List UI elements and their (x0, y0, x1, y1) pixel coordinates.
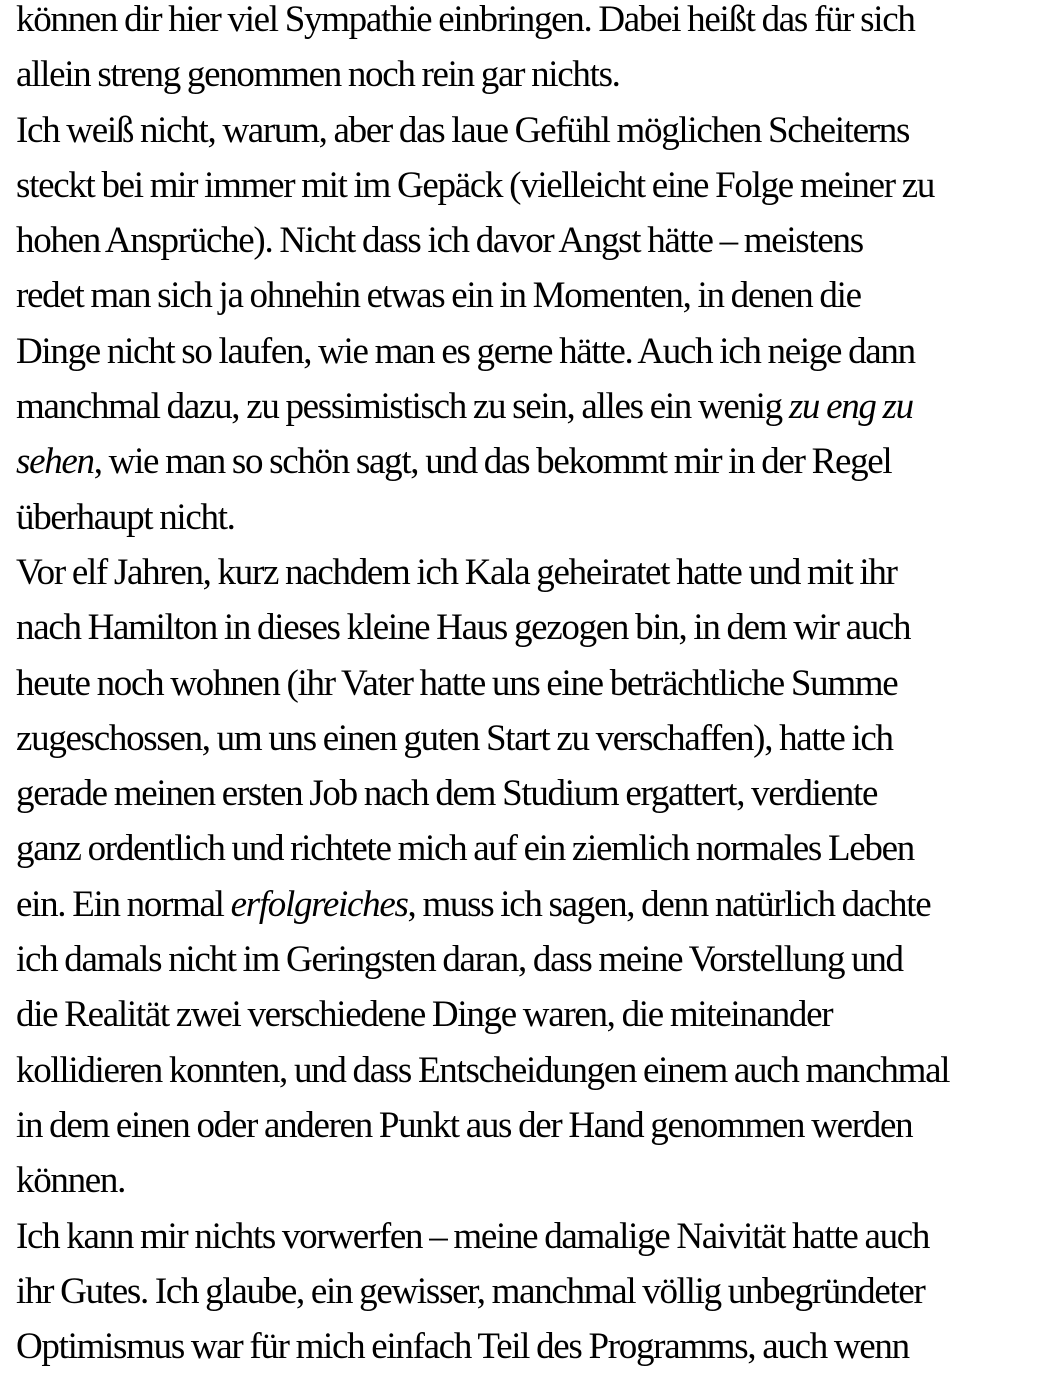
text-line-6: redet man sich ja ohnehin etwas ein in Momenten, in denen die (16, 275, 861, 317)
text-line-22: können. (16, 1160, 126, 1202)
text-run: ein. Ein normal (16, 883, 231, 925)
text-line-4: steckt bei mir immer mit im Gepäck (vielleicht eine Folge meiner zu (16, 164, 935, 206)
text-line-17 (16, 877, 1046, 932)
emphasis-text: sehen (16, 441, 94, 483)
text-line-8 (16, 379, 1046, 434)
text-line-5: hohen Ansprüche). Nicht dass ich davor Angst hätte – meistens (16, 220, 863, 262)
text-line-9 (16, 434, 1046, 489)
text-line-15: gerade meinen ersten Job nach dem Studium ergattert, verdiente (16, 773, 878, 815)
text-line-19: die Realität zwei verschiedene Dinge waren, die miteinander (16, 994, 833, 1036)
text-run: manchmal dazu, zu pessimistisch zu sein, alles ein wenig (16, 386, 789, 428)
emphasis-text: zu eng zu (788, 386, 913, 428)
text-line-14: zugeschossen, um uns einen guten Start zu verschaffen), hatte ich (16, 717, 893, 759)
text-line-12: nach Hamilton in dieses kleine Haus gezogen bin, in dem wir auch (16, 607, 911, 649)
text-line-18: ich damals nicht im Geringsten daran, dass meine Vorstellung und (16, 939, 903, 981)
text-line-11: Vor elf Jahren, kurz nachdem ich Kala geheiratet hatte und mit ihr (16, 551, 897, 593)
text-line-13: heute noch wohnen (ihr Vater hatte uns eine beträchtliche Summe (16, 662, 898, 704)
text-line-24: ihr Gutes. Ich glaube, ein gewisser, manchmal völlig unbegründeter (16, 1270, 925, 1312)
text-line-16: ganz ordentlich und richtete mich auf ein ziemlich normales Leben (16, 828, 914, 870)
text-line-23: Ich kann mir nichts vorwerfen – meine damalige Naivität hatte auch (16, 1215, 930, 1257)
text-line-20: kollidieren konnten, und dass Entscheidungen einem auch manchmal (16, 1049, 950, 1091)
text-line-10: überhaupt nicht. (16, 496, 235, 538)
document-page (16, 0, 1046, 1374)
text-line-3: Ich weiß nicht, warum, aber das laue Gefühl möglichen Scheiterns (16, 109, 910, 151)
text-line-1: können dir hier viel Sympathie einbringen. Dabei heißt das für sich (16, 0, 915, 40)
text-run: , muss ich sagen, denn natürlich dachte (407, 883, 931, 925)
text-line-2: allein streng genommen noch rein gar nichts. (16, 54, 620, 96)
text-run: , wie man so schön sagt, und das bekommt mir in der Regel (93, 441, 892, 483)
emphasis-text: erfolgreiches (230, 883, 408, 925)
text-line-7: Dinge nicht so laufen, wie man es gerne hätte. Auch ich neige dann (16, 330, 915, 372)
text-line-25: Optimismus war für mich einfach Teil des Programms, auch wenn (16, 1326, 909, 1368)
text-line-21: in dem einen oder anderen Punkt aus der Hand genommen werden (16, 1104, 913, 1146)
